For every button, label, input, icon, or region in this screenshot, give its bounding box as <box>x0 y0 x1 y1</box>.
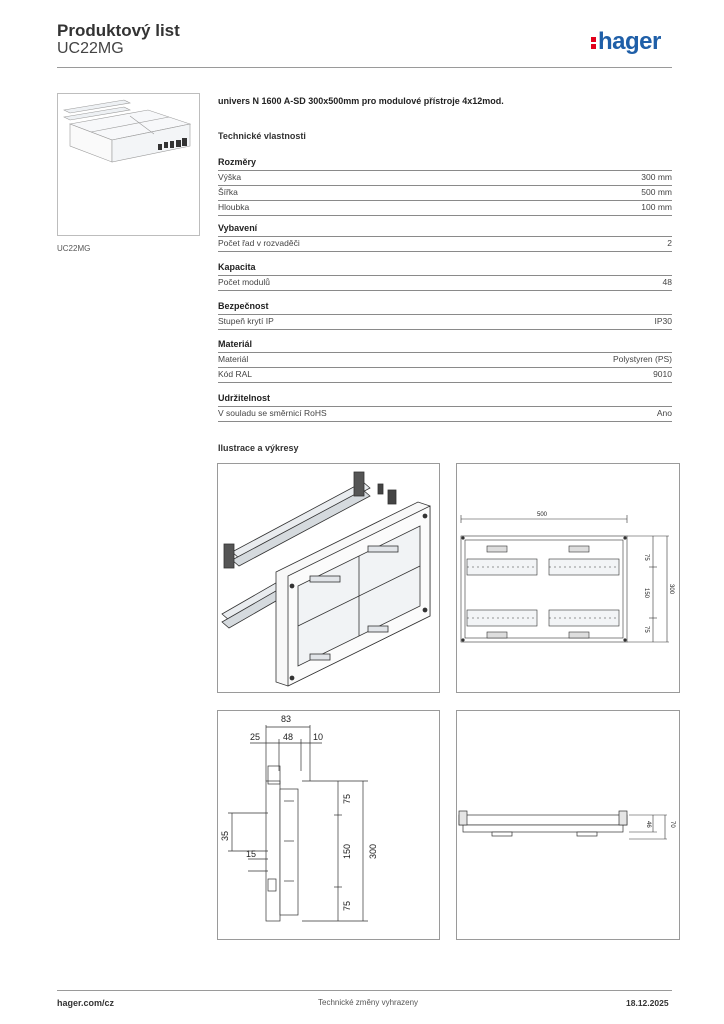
section-heading: Kapacita <box>218 262 672 276</box>
dim-height: 300 <box>668 584 674 595</box>
dim-c: 10 <box>313 732 324 742</box>
spec-row <box>218 315 672 330</box>
spec-section-sustainability <box>218 393 672 422</box>
dim-middle: 150 <box>643 588 649 599</box>
spec-value: 500 mm <box>641 187 672 197</box>
thumbnail-caption: UC22MG <box>57 244 91 253</box>
spec-value: 100 mm <box>641 202 672 212</box>
side-view-drawing <box>217 710 440 940</box>
spec-section-material <box>218 339 672 383</box>
spec-label: Počet řad v rozvaděči <box>218 238 300 248</box>
spec-label: V souladu se směrnicí RoHS <box>218 408 327 418</box>
spec-row <box>218 353 672 368</box>
exploded-view-drawing <box>217 463 440 693</box>
header-divider <box>57 67 672 68</box>
spec-section-dimensions <box>218 157 672 216</box>
spec-value: IP30 <box>654 316 672 326</box>
dim-upper: 75 <box>643 554 649 561</box>
spec-row <box>218 276 672 291</box>
dim-lower: 75 <box>643 626 649 633</box>
exploded-view-image <box>218 464 439 692</box>
section-heading: Bezpečnost <box>218 301 672 315</box>
side-dim-height: 300 <box>368 843 378 859</box>
product-thumbnail-image <box>58 94 199 235</box>
footer-divider <box>57 990 672 991</box>
spec-value: 48 <box>662 277 672 287</box>
document-title: Produktový list <box>57 21 180 40</box>
spec-label: Šířka <box>218 187 238 197</box>
spec-value: 2 <box>667 238 672 248</box>
front-view-image <box>457 464 679 692</box>
dim-35: 35 <box>220 830 230 841</box>
side-view-image <box>218 711 439 939</box>
footer-website-link[interactable]: hager.com/cz <box>57 998 115 1008</box>
top-view-image <box>457 711 679 939</box>
logo-text: hager <box>598 28 661 55</box>
spec-row <box>218 368 672 383</box>
side-dim-middle: 150 <box>342 843 352 859</box>
spec-label: Stupeň krytí IP <box>218 316 274 326</box>
spec-row <box>218 201 672 216</box>
section-heading: Vybavení <box>218 223 672 237</box>
side-dim-upper: 75 <box>342 793 352 804</box>
footer-note: Technické změny vyhrazeny <box>318 998 419 1007</box>
hager-logo <box>591 28 661 56</box>
spec-section-safety <box>218 301 672 330</box>
dim-a: 25 <box>250 732 261 742</box>
spec-row <box>218 407 672 422</box>
spec-row <box>218 171 672 186</box>
product-code: UC22MG <box>57 40 124 57</box>
spec-label: Počet modulů <box>218 277 270 287</box>
spec-value: Polystyren (PS) <box>612 354 672 364</box>
dim-width: 500 <box>537 512 548 518</box>
illustrations-title: Ilustrace a výkresy <box>218 443 299 453</box>
spec-value: 9010 <box>653 369 672 379</box>
spec-row <box>218 237 672 252</box>
logo-dots-icon <box>591 35 596 51</box>
product-description: univers N 1600 A-SD 300x500mm pro modulové přístroje 4x12mod. <box>218 96 504 106</box>
spec-label: Výška <box>218 172 242 182</box>
spec-row <box>218 186 672 201</box>
top-view-drawing <box>456 710 680 940</box>
dim-b: 48 <box>283 732 294 742</box>
section-heading: Rozměry <box>218 157 672 171</box>
dim-overall: 83 <box>281 714 292 724</box>
spec-section-capacity <box>218 262 672 291</box>
spec-label: Hloubka <box>218 202 250 212</box>
spec-section-equipment <box>218 223 672 252</box>
technical-properties-title: Technické vlastnosti <box>218 131 306 141</box>
spec-label: Kód RAL <box>218 369 253 379</box>
dim-15: 15 <box>246 849 257 859</box>
spec-label: Materiál <box>218 354 249 364</box>
side-dim-lower: 75 <box>342 900 352 911</box>
dim-inner: 46 <box>645 821 651 828</box>
spec-value: Ano <box>656 408 672 418</box>
product-thumbnail <box>57 93 200 236</box>
section-heading: Udržitelnost <box>218 393 672 407</box>
dim-outer: 70 <box>669 821 675 828</box>
section-heading: Materiál <box>218 339 672 353</box>
spec-value: 300 mm <box>641 172 672 182</box>
front-view-drawing <box>456 463 680 693</box>
footer-date: 18.12.2025 <box>626 998 669 1008</box>
